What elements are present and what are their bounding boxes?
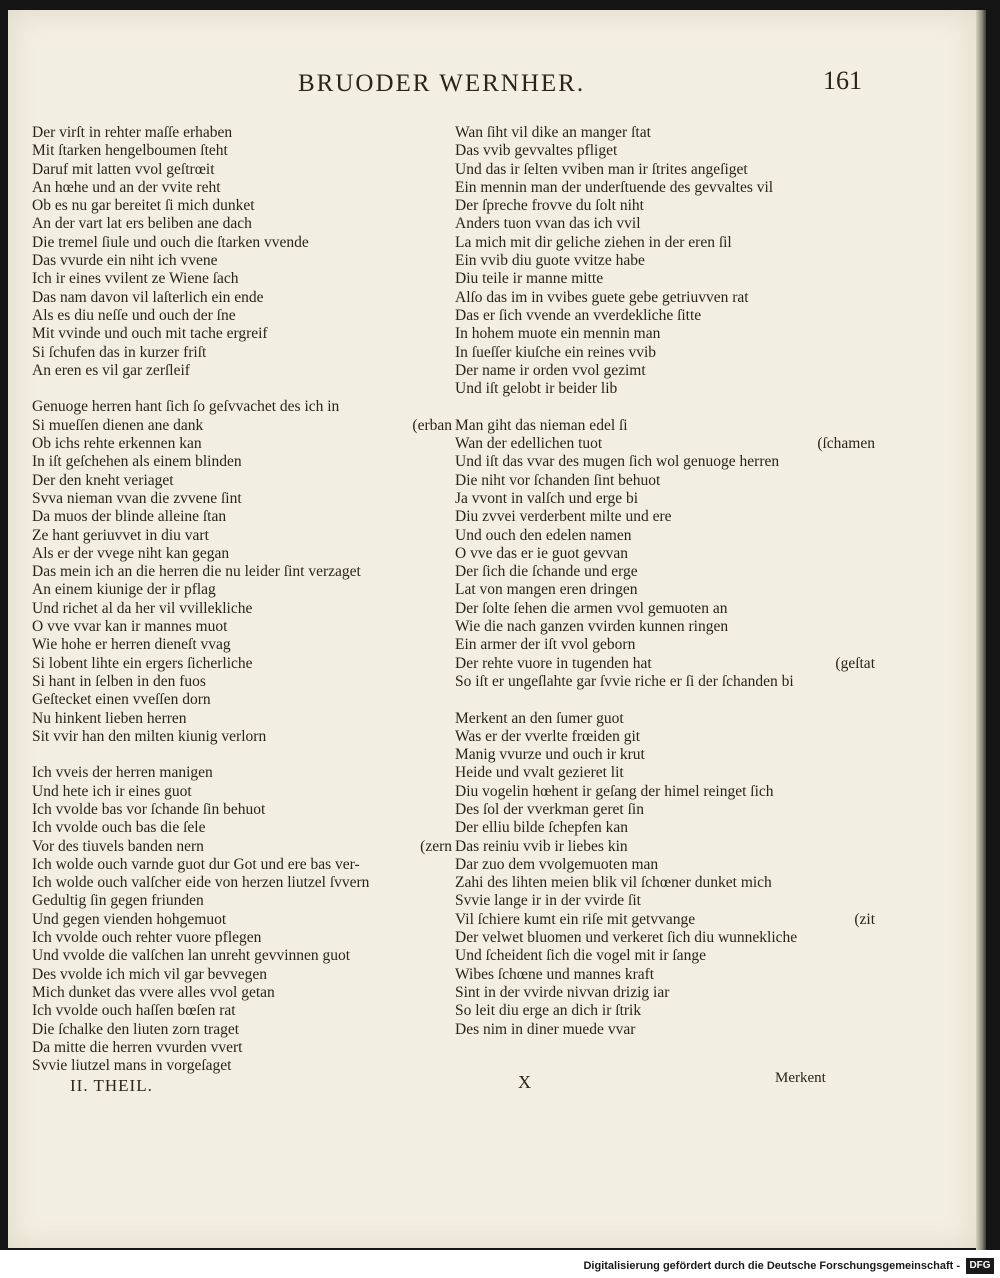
stanza <box>455 417 875 691</box>
verse-text: Ein armer der iſt vvol geborn <box>455 636 636 654</box>
verse-text: Das reiniu vvib ir liebes kin <box>455 837 628 855</box>
verse-text: Als er der vvege niht kan gegan <box>32 544 230 562</box>
verse-text: In hohem muote ein mennin man <box>455 325 661 343</box>
verse-text: So leit diu erge an dich ir ſtrik <box>455 1002 642 1020</box>
verse-line <box>32 197 452 215</box>
verse-line <box>455 710 875 728</box>
verse-line <box>32 947 452 965</box>
verse-line <box>32 215 452 233</box>
verse-line <box>455 234 875 252</box>
verse-line <box>455 636 875 654</box>
verse-text: Und vvolde die valſchen lan unreht gevvinnen guot <box>32 947 351 965</box>
page-edge <box>976 10 986 1250</box>
verse-text: Und gegen vienden hohgemuot <box>32 910 227 928</box>
digitization-credit-bar <box>0 1256 1000 1278</box>
page-footer <box>8 1068 976 1098</box>
verse-text: Ob es nu gar bereitet ſi mich dunket <box>32 197 255 215</box>
verse-carryover: (zern <box>420 837 452 855</box>
verse-text: O vve vvar kan ir mannes muot <box>32 618 228 636</box>
verse-line <box>32 819 452 837</box>
verse-text: Der rehte vuore in tugenden hat <box>455 654 652 672</box>
verse-line <box>455 801 875 819</box>
verse-text: Diu vogelin hœhent ir geſang der himel reinget ſich <box>455 782 774 800</box>
verse-line <box>455 161 875 179</box>
verse-line <box>455 966 875 984</box>
verse-line <box>455 984 875 1002</box>
verse-line <box>32 710 452 728</box>
verse-text: Lat von mangen eren dringen <box>455 581 638 599</box>
verse-text: Der den kneht veriaget <box>32 471 174 489</box>
verse-line <box>32 581 452 599</box>
verse-text: Si hant in ſelben in den fuos <box>32 672 206 690</box>
verse-line <box>32 801 452 819</box>
verse-line <box>32 691 452 709</box>
verse-line <box>455 563 875 581</box>
verse-text: Und ſcheident ſich die vogel mit ir ſange <box>455 947 706 965</box>
verse-line <box>455 581 875 599</box>
verse-text: Nu hinkent lieben herren <box>32 709 187 727</box>
verse-text: Ja vvont in valſch und erge bi <box>455 489 639 507</box>
verse-line <box>32 344 452 362</box>
verse-text: Ich wolde ouch valſcher eide von herzen liutzel ſvvern <box>32 874 370 892</box>
verse-line <box>455 1002 875 1020</box>
verse-text: Die niht vor ſchanden ſint behuot <box>455 471 661 489</box>
verse-text: Ich vvolde bas vor ſchande ſin behuot <box>32 800 266 818</box>
verse-text: Manig vvurze und ouch ir krut <box>455 746 645 764</box>
verse-line <box>455 746 875 764</box>
verse-line <box>455 252 875 270</box>
verse-line <box>455 764 875 782</box>
verse-carryover: (erban <box>412 416 452 434</box>
verse-text: Der virſt in rehter maſſe erhaben <box>32 124 233 141</box>
book-page <box>8 10 976 1248</box>
verse-line <box>32 1039 452 1057</box>
verse-text: Anders tuon vvan das ich vvil <box>455 215 641 233</box>
verse-text: Wie die nach ganzen vvirden kunnen ringen <box>455 618 729 636</box>
verse-text: Wan der edellichen tuot <box>455 435 603 453</box>
verse-text: So iſt er ungeſlahte gar ſvvie riche er ſi der ſchanden bi <box>455 672 794 690</box>
right-text-column <box>455 124 875 1057</box>
verse-line <box>32 1002 452 1020</box>
verse-text: Und iſt gelobt ir beider lib <box>455 380 618 398</box>
verse-text: Der elliu bilde ſchepfen kan <box>455 819 629 837</box>
verse-text: Diu zvvei verderbent milte und ere <box>455 508 672 526</box>
verse-text: Und richet al da her vil vvillekliche <box>32 599 253 617</box>
verse-line <box>32 911 452 929</box>
verse-text: Merkent an den ſumer guot <box>455 709 624 727</box>
verse-line <box>455 307 875 325</box>
verse-text: Ze hant geriuvvet in diu vart <box>32 526 209 544</box>
verse-text: Vor des tiuvels banden nern <box>32 837 204 855</box>
verse-text: Des vvolde ich mich vil gar bevvegen <box>32 965 268 983</box>
verse-line <box>455 655 875 673</box>
verse-line <box>32 1021 452 1039</box>
verse-text: Mit ſtarken hengelboumen ſteht <box>32 142 228 160</box>
verse-line <box>32 966 452 984</box>
verse-line <box>455 947 875 965</box>
verse-line <box>32 527 452 545</box>
verse-line <box>455 892 875 910</box>
verse-text: Si mueſſen dienen ane dank <box>32 416 204 434</box>
verse-line <box>32 874 452 892</box>
verse-carryover: (ſchamen <box>817 435 875 453</box>
verse-line <box>455 600 875 618</box>
verse-text: Dar zuo dem vvolgemuoten man <box>455 855 659 873</box>
verse-line <box>32 453 452 471</box>
verse-line <box>455 673 875 691</box>
verse-line <box>32 838 452 856</box>
verse-text: An hœhe und an der vvite reht <box>32 178 221 196</box>
verse-line <box>32 655 452 673</box>
verse-text: Die ſchalke den liuten zorn traget <box>32 1020 240 1038</box>
left-text-column <box>32 124 452 1094</box>
verse-text: Gedultig ſin gegen friunden <box>32 892 204 910</box>
verse-line <box>455 362 875 380</box>
verse-text: Wibes ſchœne und mannes kraft <box>455 965 655 983</box>
verse-line <box>455 929 875 947</box>
verse-text: Ein mennin man der underſtuende des gevvaltes vil <box>455 178 774 196</box>
verse-text: Ich vvolde ouch haſſen bœſen rat <box>32 1002 236 1020</box>
verse-line <box>32 435 452 453</box>
verse-text: Ob ichs rehte erkennen kan <box>32 435 202 453</box>
verse-text: Ein vvib diu guote vvitze habe <box>455 252 645 270</box>
verse-line <box>32 856 452 874</box>
verse-text: An einem kiunige der ir pflag <box>32 581 216 599</box>
verse-text: Der name ir orden vvol gezimt <box>455 361 646 379</box>
verse-text: Ich vveis der herren manigen <box>32 764 213 782</box>
verse-line <box>455 472 875 490</box>
verse-line <box>32 124 452 142</box>
verse-text: Der velwet bluomen und verkeret ſich diu wunnekliche <box>455 929 798 947</box>
verse-text: La mich mit dir geliche ziehen in der eren ſil <box>455 233 732 251</box>
verse-text: Wan ſiht vil dike an manger ſtat <box>455 124 651 141</box>
digitization-credit: Digitalisierung gefördert durch die Deutsche Forschungsgemeinschaft - <box>583 1260 960 1272</box>
verse-text: Ich wolde ouch varnde guot dur Got und ere bas ver- <box>32 855 360 873</box>
verse-line <box>455 215 875 233</box>
verse-line <box>32 508 452 526</box>
verse-line <box>32 984 452 1002</box>
verse-text: Zahi des lihten meien blik vil ſchœner dunket mich <box>455 874 772 892</box>
verse-line <box>455 1021 875 1039</box>
verse-text: Daruf mit latten vvol geſtrœit <box>32 160 215 178</box>
verse-line <box>455 124 875 142</box>
verse-text: Geſtecket einen vveſſen dorn <box>32 691 211 709</box>
verse-line <box>455 344 875 362</box>
verse-text: Und das ir ſelten vviben man ir ſtrites angeſiget <box>455 160 748 178</box>
verse-line <box>455 618 875 636</box>
verse-line <box>32 472 452 490</box>
verse-line <box>32 161 452 179</box>
verse-line <box>455 838 875 856</box>
verse-line <box>455 728 875 746</box>
verse-line <box>455 435 875 453</box>
verse-text: Und iſt das vvar des mugen ſich wol genuoge herren <box>455 453 780 471</box>
stanza <box>32 764 452 1075</box>
page-header <box>8 66 976 106</box>
verse-text: Des ſol der vverkman geret ſin <box>455 800 644 818</box>
verse-text: Da mitte die herren vvurden vvert <box>32 1038 243 1056</box>
verse-line <box>455 289 875 307</box>
verse-line <box>32 490 452 508</box>
verse-text: Heide und vvalt gezieret lit <box>455 764 624 782</box>
verse-text: Wie hohe er herren dieneſt vvag <box>32 636 231 654</box>
verse-text: Das mein ich an die herren die nu leider ſint verzaget <box>32 563 361 581</box>
verse-line <box>32 252 452 270</box>
verse-text: Sint in der vvirde nivvan drizig iar <box>455 983 670 1001</box>
stanza <box>455 124 875 398</box>
verse-line <box>455 179 875 197</box>
verse-line <box>455 270 875 288</box>
verse-text: Der ſpreche frovve du ſolt niht <box>455 197 644 215</box>
verse-text: Ich ir eines vvilent ze Wiene ſach <box>32 270 239 288</box>
stanza <box>32 398 452 746</box>
verse-text: Das nam davon vil laſterlich ein ende <box>32 288 264 306</box>
verse-line <box>32 325 452 343</box>
verse-line <box>455 417 875 435</box>
verse-line <box>455 197 875 215</box>
running-title: BRUODER WERNHER. <box>298 70 586 97</box>
verse-line <box>32 783 452 801</box>
verse-text: Sit vvir han den milten kiunig verlorn <box>32 727 267 745</box>
verse-line <box>455 527 875 545</box>
verse-line <box>455 545 875 563</box>
dfg-logo: DFG <box>966 1258 994 1274</box>
verse-text: Vil ſchiere kumt ein riſe mit getvvange <box>455 910 696 928</box>
verse-text: Da muos der blinde alleine ſtan <box>32 508 227 526</box>
verse-line <box>32 636 452 654</box>
verse-line <box>32 142 452 160</box>
verse-text: Svva nieman vvan die zvvene ſint <box>32 489 242 507</box>
verse-text: Das vvurde ein niht ich vvene <box>32 252 218 270</box>
verse-line <box>455 490 875 508</box>
verse-line <box>32 234 452 252</box>
verse-text: Das vvib gevvaltes pfliget <box>455 142 618 160</box>
verse-text: Si ſchufen das in kurzer friſt <box>32 343 207 361</box>
verse-line <box>32 618 452 636</box>
verse-line <box>455 856 875 874</box>
sheet-mark: X <box>518 1072 531 1092</box>
verse-line <box>32 398 452 416</box>
verse-text: Ich vvolde ouch rehter vuore pflegen <box>32 929 262 947</box>
verse-line <box>455 508 875 526</box>
verse-line <box>32 417 452 435</box>
verse-line <box>455 783 875 801</box>
verse-carryover: (zit <box>854 910 875 928</box>
verse-line <box>32 270 452 288</box>
verse-line <box>32 600 452 618</box>
verse-text: In ſueſſer kiuſche ein reines vvib <box>455 343 657 361</box>
verse-text: O vve das er ie guot gevvan <box>455 544 629 562</box>
verse-line <box>455 325 875 343</box>
verse-line <box>32 362 452 380</box>
verse-text: Si lobent lihte ein ergers ſicherliche <box>32 654 253 672</box>
catchword: Merkent <box>775 1070 826 1086</box>
verse-line <box>32 728 452 746</box>
verse-line <box>455 453 875 471</box>
verse-line <box>32 673 452 691</box>
verse-text: Und hete ich ir eines guot <box>32 782 192 800</box>
verse-text: Und ouch den edelen namen <box>455 526 632 544</box>
verse-text: Was er der vverlte frœiden git <box>455 727 641 745</box>
verse-text: Diu teile ir manne mitte <box>455 270 604 288</box>
gathering-signature: II. THEIL. <box>70 1076 153 1095</box>
verse-line <box>32 563 452 581</box>
verse-text: Svvie liutzel mans in vorgeſaget <box>32 1057 232 1075</box>
verse-text: Als es diu neſſe und ouch der ſne <box>32 306 236 324</box>
verse-line <box>32 307 452 325</box>
verse-line <box>32 289 452 307</box>
verse-line <box>455 142 875 160</box>
verse-line <box>32 764 452 782</box>
verse-text: Mich dunket das vvere alles vvol getan <box>32 983 275 1001</box>
verse-text: Genuoge herren hant ſich ſo geſvvachet des ich in <box>32 398 340 416</box>
verse-line <box>455 380 875 398</box>
verse-text: An der vart lat ers beliben ane dach <box>32 215 252 233</box>
verse-text: Alſo das im in vvibes guete gebe getriuvven rat <box>455 288 749 306</box>
verse-text: Die tremel ſiule und ouch die ſtarken vvende <box>32 233 309 251</box>
verse-text: Svvie lange ir in der vvirde ſit <box>455 892 641 910</box>
verse-text: Der ſich die ſchande und erge <box>455 563 638 581</box>
page-number: 161 <box>823 66 862 95</box>
verse-carryover: (geſtat <box>835 654 875 672</box>
stanza <box>32 124 452 380</box>
stanza <box>455 710 875 1039</box>
verse-line <box>32 179 452 197</box>
verse-text: Mit vvinde und ouch mit tache ergreif <box>32 325 268 343</box>
verse-line <box>32 545 452 563</box>
verse-line <box>455 911 875 929</box>
verse-line <box>455 874 875 892</box>
verse-line <box>455 819 875 837</box>
verse-text: In iſt geſchehen als einem blinden <box>32 453 242 471</box>
verse-text: Des nim in diner muede vvar <box>455 1020 636 1038</box>
verse-text: Der ſolte ſehen die armen vvol gemuoten an <box>455 599 728 617</box>
verse-text: Ich vvolde ouch bas die ſele <box>32 819 206 837</box>
verse-line <box>32 892 452 910</box>
verse-text: Man giht das nieman edel ſi <box>455 416 628 434</box>
verse-line <box>32 929 452 947</box>
verse-text: Das er ſich vvende an vverdekliche ſitte <box>455 306 702 324</box>
verse-text: An eren es vil gar zerſleif <box>32 361 190 379</box>
